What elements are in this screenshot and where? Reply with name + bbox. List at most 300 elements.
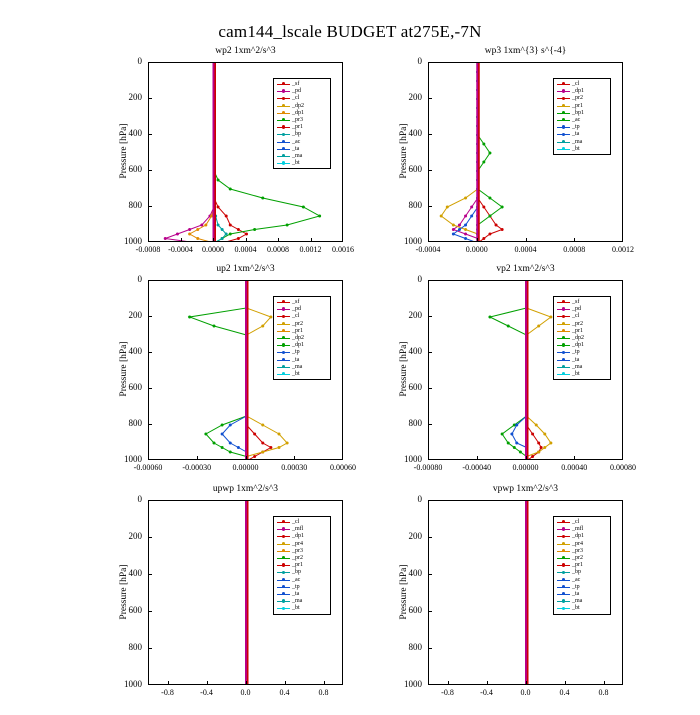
legend-label: _sf bbox=[292, 81, 300, 87]
legend-label: _cl bbox=[292, 95, 300, 102]
legend-item bbox=[277, 124, 327, 131]
y-tick-label: 800 bbox=[128, 418, 142, 428]
legend-item bbox=[277, 328, 327, 335]
x-tick-mark bbox=[477, 238, 478, 242]
legend-label: _pr2 bbox=[572, 320, 583, 327]
x-tick-label: 0.00040 bbox=[561, 463, 588, 472]
x-tick-mark bbox=[526, 238, 527, 242]
legend-swatch-icon bbox=[557, 364, 570, 371]
legend-item bbox=[557, 103, 607, 110]
legend-swatch-icon bbox=[277, 364, 290, 371]
legend-label: _ac bbox=[572, 576, 581, 583]
legend-swatch-icon bbox=[277, 519, 290, 526]
y-tick-mark bbox=[148, 206, 152, 207]
legend-item bbox=[557, 313, 607, 320]
x-tick-label: 0.0016 bbox=[332, 245, 354, 254]
x-tick-label: -0.0004 bbox=[415, 245, 441, 254]
y-tick-mark bbox=[428, 280, 432, 281]
legend-label: _pr1 bbox=[292, 124, 303, 131]
y-tick-label: 400 bbox=[408, 346, 422, 356]
legend-swatch-icon bbox=[277, 584, 290, 591]
legend-swatch-icon bbox=[277, 526, 290, 533]
x-tick-label: -0.00040 bbox=[462, 463, 492, 472]
legend-swatch-icon bbox=[277, 110, 290, 117]
legend-label: _dp1 bbox=[572, 88, 584, 95]
y-tick-label: 1000 bbox=[404, 679, 422, 689]
legend-label: _tp bbox=[572, 349, 580, 356]
legend-label: _cl bbox=[292, 519, 300, 525]
legend-label: _ma bbox=[292, 152, 303, 159]
legend-item bbox=[277, 95, 327, 102]
y-tick-mark bbox=[148, 500, 152, 501]
y-axis-label: Pressure [hPa] bbox=[399, 563, 409, 620]
legend-item bbox=[277, 103, 327, 110]
legend-swatch-icon bbox=[557, 548, 570, 555]
x-tick-mark bbox=[574, 238, 575, 242]
legend-item bbox=[557, 591, 607, 598]
y-tick-label: 400 bbox=[408, 568, 422, 578]
y-tick-label: 800 bbox=[128, 200, 142, 210]
legend-swatch-icon bbox=[557, 124, 570, 131]
panel-title-wp2: wp2 1xm^2/s^3 bbox=[215, 46, 276, 56]
x-tick-mark bbox=[324, 681, 325, 685]
legend-label: _pr3 bbox=[572, 547, 583, 554]
y-tick-label: 800 bbox=[408, 418, 422, 428]
legend-swatch-icon bbox=[557, 335, 570, 342]
legend-swatch-icon bbox=[557, 533, 570, 540]
legend-label: _dp1 bbox=[292, 109, 304, 116]
legend-label: _pr3 bbox=[292, 116, 303, 123]
legend-swatch-icon bbox=[557, 131, 570, 138]
legend-item bbox=[557, 371, 607, 378]
legend-label: _dp2 bbox=[572, 334, 584, 341]
legend-label: _sf bbox=[572, 299, 580, 305]
y-tick-mark bbox=[428, 424, 432, 425]
x-tick-label: -0.00080 bbox=[413, 463, 443, 472]
y-tick-label: 600 bbox=[408, 605, 422, 615]
y-tick-mark bbox=[148, 388, 152, 389]
y-tick-mark bbox=[428, 537, 432, 538]
x-tick-mark bbox=[311, 238, 312, 242]
legend-label: _ta bbox=[572, 590, 580, 597]
y-tick-mark bbox=[428, 648, 432, 649]
y-tick-label: 1000 bbox=[404, 454, 422, 464]
legend-item bbox=[557, 81, 607, 88]
legend-item bbox=[557, 306, 607, 313]
legend-swatch-icon bbox=[277, 577, 290, 584]
legend-swatch-icon bbox=[277, 313, 290, 320]
y-tick-mark bbox=[428, 206, 432, 207]
legend-label: _pr2 bbox=[572, 554, 583, 561]
legend-item bbox=[557, 328, 607, 335]
legend-swatch-icon bbox=[557, 306, 570, 313]
legend-item bbox=[277, 548, 327, 555]
legend-swatch-icon bbox=[277, 548, 290, 555]
legend-swatch-icon bbox=[557, 541, 570, 548]
legend-label: _pr4 bbox=[572, 540, 583, 547]
y-tick-label: 0 bbox=[417, 494, 422, 504]
legend-swatch-icon bbox=[557, 371, 570, 378]
x-tick-mark bbox=[342, 456, 343, 460]
x-tick-label: -0.0004 bbox=[168, 245, 193, 254]
legend-swatch-icon bbox=[557, 328, 570, 335]
legend-label: _dp1 bbox=[292, 533, 304, 540]
x-tick-label: -0.4 bbox=[200, 688, 213, 697]
legend-label: _tp bbox=[572, 583, 580, 590]
x-tick-mark bbox=[526, 681, 527, 685]
legend-vp2 bbox=[553, 296, 611, 380]
legend-label: _pd bbox=[292, 88, 301, 95]
panel-wp3 bbox=[378, 46, 643, 272]
legend-swatch-icon bbox=[557, 577, 570, 584]
x-tick-mark bbox=[574, 456, 575, 460]
legend-item bbox=[557, 562, 607, 569]
legend-item bbox=[277, 335, 327, 342]
legend-swatch-icon bbox=[277, 598, 290, 605]
x-tick-label: 0.0012 bbox=[299, 245, 322, 254]
panel-title-upwp: upwp 1xm^2/s^3 bbox=[212, 484, 279, 494]
legend-label: _bp bbox=[572, 569, 581, 576]
y-tick-label: 600 bbox=[128, 605, 142, 615]
legend-item bbox=[557, 526, 607, 533]
legend-label: _ma bbox=[572, 598, 583, 605]
legend-swatch-icon bbox=[557, 110, 570, 117]
legend-item bbox=[557, 548, 607, 555]
legend-swatch-icon bbox=[277, 342, 290, 349]
legend-swatch-icon bbox=[557, 569, 570, 576]
y-tick-label: 400 bbox=[128, 346, 142, 356]
legend-swatch-icon bbox=[277, 569, 290, 576]
y-tick-mark bbox=[428, 500, 432, 501]
legend-swatch-icon bbox=[557, 139, 570, 146]
legend-item bbox=[277, 321, 327, 328]
legend-item bbox=[557, 299, 607, 306]
legend-label: _pr2 bbox=[572, 95, 583, 102]
legend-item bbox=[277, 117, 327, 124]
legend-label: _bt bbox=[292, 160, 300, 167]
y-tick-label: 600 bbox=[408, 164, 422, 174]
legend-label: _tp bbox=[292, 583, 300, 590]
legend-item bbox=[557, 335, 607, 342]
legend-label: _bp bbox=[292, 569, 301, 576]
legend-item bbox=[277, 541, 327, 548]
legend-swatch-icon bbox=[277, 117, 290, 124]
y-tick-label: 200 bbox=[128, 92, 142, 102]
y-tick-mark bbox=[148, 537, 152, 538]
legend-item bbox=[557, 131, 607, 138]
legend-label: _bp1 bbox=[572, 109, 584, 116]
x-tick-mark bbox=[285, 681, 286, 685]
legend-label: _ta bbox=[292, 356, 300, 363]
legend-swatch-icon bbox=[557, 605, 570, 612]
legend-label: _pr2 bbox=[292, 554, 303, 561]
legend-label: _pd bbox=[292, 306, 301, 313]
legend-item bbox=[277, 526, 327, 533]
legend-label: _dp1 bbox=[292, 342, 304, 349]
legend-item bbox=[557, 555, 607, 562]
legend-label: _dp2 bbox=[292, 334, 304, 341]
y-tick-label: 1000 bbox=[124, 679, 142, 689]
y-tick-mark bbox=[148, 98, 152, 99]
y-axis-label: Pressure [hPa] bbox=[119, 123, 129, 179]
legend-label: _ta bbox=[572, 131, 580, 138]
legend-swatch-icon bbox=[277, 349, 290, 356]
x-tick-label: 0.0000 bbox=[202, 245, 224, 254]
legend-label: _pd bbox=[572, 306, 581, 313]
x-tick-mark bbox=[197, 456, 198, 460]
page-title: cam144_lscale BUDGET at275E,-7N bbox=[218, 22, 482, 41]
legend-item bbox=[557, 569, 607, 576]
x-tick-mark bbox=[294, 456, 295, 460]
x-tick-label: 0.00080 bbox=[610, 463, 636, 472]
panel-title-vp2: vp2 1xm^2/s^3 bbox=[496, 264, 555, 274]
x-tick-label: -0.0008 bbox=[135, 245, 161, 254]
y-tick-label: 0 bbox=[137, 274, 142, 284]
x-tick-mark bbox=[342, 238, 343, 242]
y-tick-label: 200 bbox=[408, 531, 422, 541]
x-tick-label: -0.4 bbox=[480, 688, 493, 697]
legend-label: _ma bbox=[572, 138, 583, 145]
legend-label: _ma bbox=[292, 363, 303, 370]
legend-item bbox=[557, 146, 607, 153]
legend-label: _cl bbox=[572, 519, 580, 525]
legend-swatch-icon bbox=[277, 146, 290, 153]
legend-item bbox=[277, 533, 327, 540]
legend-item bbox=[277, 555, 327, 562]
legend-label: _pr2 bbox=[292, 320, 303, 327]
legend-item bbox=[277, 153, 327, 160]
legend-label: _ta bbox=[572, 356, 580, 363]
legend-item bbox=[277, 605, 327, 612]
legend-label: _cl bbox=[572, 81, 580, 87]
x-tick-mark bbox=[148, 238, 149, 242]
legend-item bbox=[277, 160, 327, 167]
legend-item bbox=[277, 81, 327, 88]
x-tick-mark bbox=[213, 238, 214, 242]
legend-label: _pr1 bbox=[572, 327, 583, 334]
legend-swatch-icon bbox=[557, 146, 570, 153]
legend-item bbox=[277, 584, 327, 591]
legend-swatch-icon bbox=[557, 117, 570, 124]
y-tick-mark bbox=[148, 134, 152, 135]
x-tick-label: 0.00000 bbox=[232, 463, 259, 472]
legend-swatch-icon bbox=[277, 81, 290, 88]
y-tick-label: 800 bbox=[408, 200, 422, 210]
legend-item bbox=[557, 88, 607, 95]
y-axis-label: Pressure [hPa] bbox=[119, 563, 129, 620]
x-tick-label: 0.8 bbox=[318, 688, 329, 697]
legend-label: _pr1 bbox=[572, 562, 583, 569]
legend-item bbox=[557, 349, 607, 356]
y-tick-label: 0 bbox=[417, 56, 422, 66]
legend-item bbox=[277, 364, 327, 371]
legend-label: _ta bbox=[292, 145, 300, 152]
legend-swatch-icon bbox=[557, 526, 570, 533]
x-tick-label: -0.00060 bbox=[133, 463, 163, 472]
legend-item bbox=[557, 533, 607, 540]
y-tick-label: 400 bbox=[128, 128, 142, 138]
legend-label: _ac bbox=[292, 138, 301, 145]
x-tick-mark bbox=[604, 681, 605, 685]
y-tick-mark bbox=[148, 648, 152, 649]
y-axis-label: Pressure [hPa] bbox=[399, 341, 409, 397]
y-tick-label: 1000 bbox=[124, 454, 142, 464]
y-tick-label: 1000 bbox=[124, 236, 142, 246]
y-tick-label: 200 bbox=[128, 310, 142, 320]
panel-vpwp bbox=[378, 484, 643, 715]
x-tick-label: -0.8 bbox=[161, 688, 174, 697]
legend-item bbox=[277, 342, 327, 349]
y-tick-label: 600 bbox=[128, 164, 142, 174]
legend-label: _ac bbox=[572, 116, 581, 123]
legend-label: _pr4 bbox=[292, 540, 303, 547]
y-tick-label: 200 bbox=[128, 531, 142, 541]
x-tick-mark bbox=[181, 238, 182, 242]
y-tick-label: 400 bbox=[128, 568, 142, 578]
legend-swatch-icon bbox=[557, 342, 570, 349]
x-tick-mark bbox=[565, 681, 566, 685]
panel-title-up2: up2 1xm^2/s^3 bbox=[216, 264, 275, 274]
legend-label: _pr1 bbox=[292, 562, 303, 569]
legend-item bbox=[557, 342, 607, 349]
legend-swatch-icon bbox=[557, 591, 570, 598]
legend-item bbox=[277, 591, 327, 598]
y-tick-label: 0 bbox=[137, 494, 142, 504]
legend-item bbox=[277, 313, 327, 320]
legend-swatch-icon bbox=[557, 598, 570, 605]
legend-label: _bt bbox=[572, 370, 580, 377]
legend-item bbox=[277, 110, 327, 117]
panel-wp2 bbox=[98, 46, 363, 272]
x-tick-mark bbox=[246, 238, 247, 242]
legend-swatch-icon bbox=[277, 591, 290, 598]
legend-swatch-icon bbox=[277, 299, 290, 306]
legend-item bbox=[557, 357, 607, 364]
legend-swatch-icon bbox=[277, 335, 290, 342]
y-tick-mark bbox=[428, 684, 432, 685]
legend-item bbox=[557, 541, 607, 548]
legend-label: _pr1 bbox=[572, 102, 583, 109]
legend-label: _pr3 bbox=[292, 547, 303, 554]
legend-swatch-icon bbox=[277, 95, 290, 102]
x-tick-label: 0.0 bbox=[240, 688, 251, 697]
legend-swatch-icon bbox=[557, 103, 570, 110]
legend-swatch-icon bbox=[557, 95, 570, 102]
y-tick-mark bbox=[148, 62, 152, 63]
legend-item bbox=[277, 349, 327, 356]
y-tick-label: 0 bbox=[137, 56, 142, 66]
x-tick-mark bbox=[448, 681, 449, 685]
legend-item bbox=[277, 131, 327, 138]
x-tick-label: 0.0004 bbox=[234, 245, 257, 254]
legend-swatch-icon bbox=[557, 562, 570, 569]
legend-label: _tp bbox=[572, 124, 580, 131]
legend-swatch-icon bbox=[277, 124, 290, 131]
legend-item bbox=[277, 357, 327, 364]
x-tick-mark bbox=[246, 456, 247, 460]
x-tick-label: 0.4 bbox=[279, 688, 290, 697]
legend-label: _sf bbox=[292, 299, 300, 305]
legend-swatch-icon bbox=[277, 562, 290, 569]
legend-label: _mfl bbox=[292, 526, 304, 533]
legend-item bbox=[557, 605, 607, 612]
x-tick-label: 0.8 bbox=[598, 688, 609, 697]
legend-swatch-icon bbox=[277, 371, 290, 378]
y-tick-label: 400 bbox=[408, 128, 422, 138]
legend-swatch-icon bbox=[277, 160, 290, 167]
legend-swatch-icon bbox=[557, 519, 570, 526]
y-tick-mark bbox=[428, 98, 432, 99]
y-tick-mark bbox=[428, 611, 432, 612]
y-tick-mark bbox=[428, 574, 432, 575]
legend-wp3 bbox=[553, 78, 611, 155]
legend-label: _ta bbox=[292, 590, 300, 597]
x-tick-label: 0.00000 bbox=[512, 463, 539, 472]
legend-swatch-icon bbox=[277, 357, 290, 364]
legend-label: _ma bbox=[572, 363, 583, 370]
legend-item bbox=[557, 124, 607, 131]
legend-item bbox=[277, 569, 327, 576]
x-tick-label: 0.00060 bbox=[330, 463, 356, 472]
x-tick-mark bbox=[148, 456, 149, 460]
x-tick-label: 0.0000 bbox=[465, 245, 488, 254]
y-tick-mark bbox=[148, 574, 152, 575]
x-tick-mark bbox=[278, 238, 279, 242]
legend-item bbox=[277, 306, 327, 313]
x-tick-mark bbox=[428, 456, 429, 460]
legend-swatch-icon bbox=[277, 555, 290, 562]
legend-item bbox=[557, 110, 607, 117]
x-tick-label: 0.0 bbox=[520, 688, 531, 697]
y-tick-label: 800 bbox=[408, 642, 422, 652]
legend-item bbox=[557, 577, 607, 584]
x-tick-mark bbox=[477, 456, 478, 460]
y-tick-mark bbox=[148, 424, 152, 425]
y-tick-mark bbox=[428, 134, 432, 135]
legend-label: _dp1 bbox=[572, 342, 584, 349]
x-tick-mark bbox=[622, 456, 623, 460]
legend-swatch-icon bbox=[557, 81, 570, 88]
legend-swatch-icon bbox=[277, 153, 290, 160]
legend-item bbox=[277, 598, 327, 605]
legend-item bbox=[557, 364, 607, 371]
legend-label: _ma bbox=[292, 598, 303, 605]
x-tick-mark bbox=[246, 681, 247, 685]
legend-item bbox=[557, 598, 607, 605]
legend-wp2 bbox=[273, 78, 331, 169]
x-tick-label: 0.0008 bbox=[563, 245, 586, 254]
legend-item bbox=[557, 139, 607, 146]
legend-swatch-icon bbox=[557, 299, 570, 306]
y-tick-mark bbox=[148, 316, 152, 317]
legend-item bbox=[277, 299, 327, 306]
legend-label: _bt bbox=[572, 145, 580, 152]
y-tick-mark bbox=[428, 62, 432, 63]
legend-label: _mfl bbox=[572, 526, 584, 533]
legend-swatch-icon bbox=[277, 131, 290, 138]
legend-label: _pr1 bbox=[292, 327, 303, 334]
x-tick-mark bbox=[622, 238, 623, 242]
x-tick-label: -0.8 bbox=[441, 688, 454, 697]
panel-title-wp3: wp3 1xm^{3} s^{-4} bbox=[484, 46, 567, 56]
legend-swatch-icon bbox=[557, 321, 570, 328]
legend-swatch-icon bbox=[277, 328, 290, 335]
legend-label: _bt bbox=[572, 605, 580, 612]
legend-swatch-icon bbox=[557, 313, 570, 320]
y-tick-label: 200 bbox=[408, 310, 422, 320]
legend-label: _dp1 bbox=[572, 533, 584, 540]
legend-swatch-icon bbox=[277, 541, 290, 548]
